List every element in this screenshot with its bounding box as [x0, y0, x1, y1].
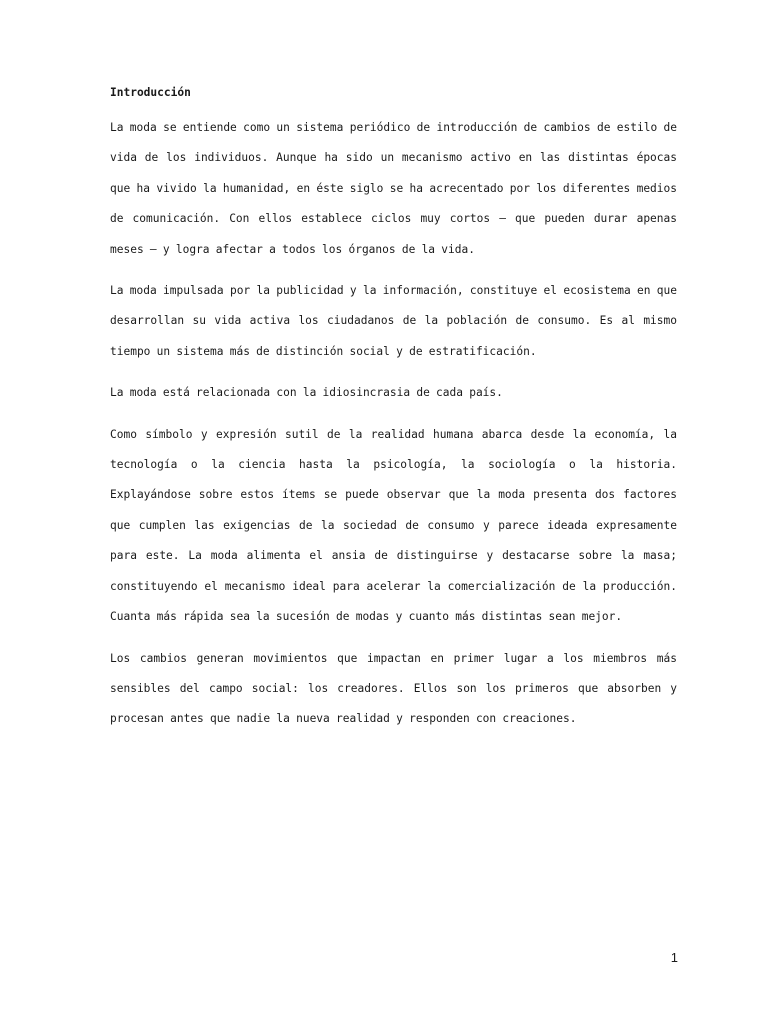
- paragraph-4: Como símbolo y expresión sutil de la realidad humana abarca desde la economía, la tecnología o la ciencia hasta la psicología, la sociología o la historia. Explayándose sobre estos ítems se puede observar que la moda presenta dos factores que cumplen las exigencias de la sociedad de consumo y parece ideada expresamente para este. La moda alimenta el ansia de distinguirse y destacarse sobre la masa; constituyendo el mecanismo ideal para acelerar la comercialización de la producción. Cuanta más rápida sea la sucesión de modas y cuanto más distintas sean mejor.: [110, 427, 677, 624]
- paragraph-5: Los cambios generan movimientos que impactan en primer lugar a los miembros más sensibles del campo social: los creadores. Ellos son los primeros que absorben y procesan antes que nadie la nueva realidad y responden con creaciones.: [110, 651, 677, 726]
- page-number: 1: [670, 950, 678, 965]
- paragraph-1: La moda se entiende como un sistema periódico de introducción de cambios de estilo de vida de los individuos. Aunque ha sido un mecanismo activo en las distintas épocas que ha vivido la humanidad, en éste siglo se ha acrecentado por los diferentes medios de comunicación. Con ellos establece ciclos muy cortos – que pueden durar apenas meses – y logra afectar a todos los órganos de la vida.: [110, 121, 677, 256]
- paragraph-2: La moda impulsada por la publicidad y la información, constituye el ecosistema en que desarrollan su vida activa los ciudadanos de la población de consumo. Es al mismo tiempo un sistema más de distinción social y de estratificación.: [110, 284, 677, 358]
- paragraph-3: La moda está relacionada con la idiosincrasia de cada país.: [110, 386, 503, 400]
- section-heading: Introducción: [110, 86, 191, 99]
- document-body: [110, 84, 677, 746]
